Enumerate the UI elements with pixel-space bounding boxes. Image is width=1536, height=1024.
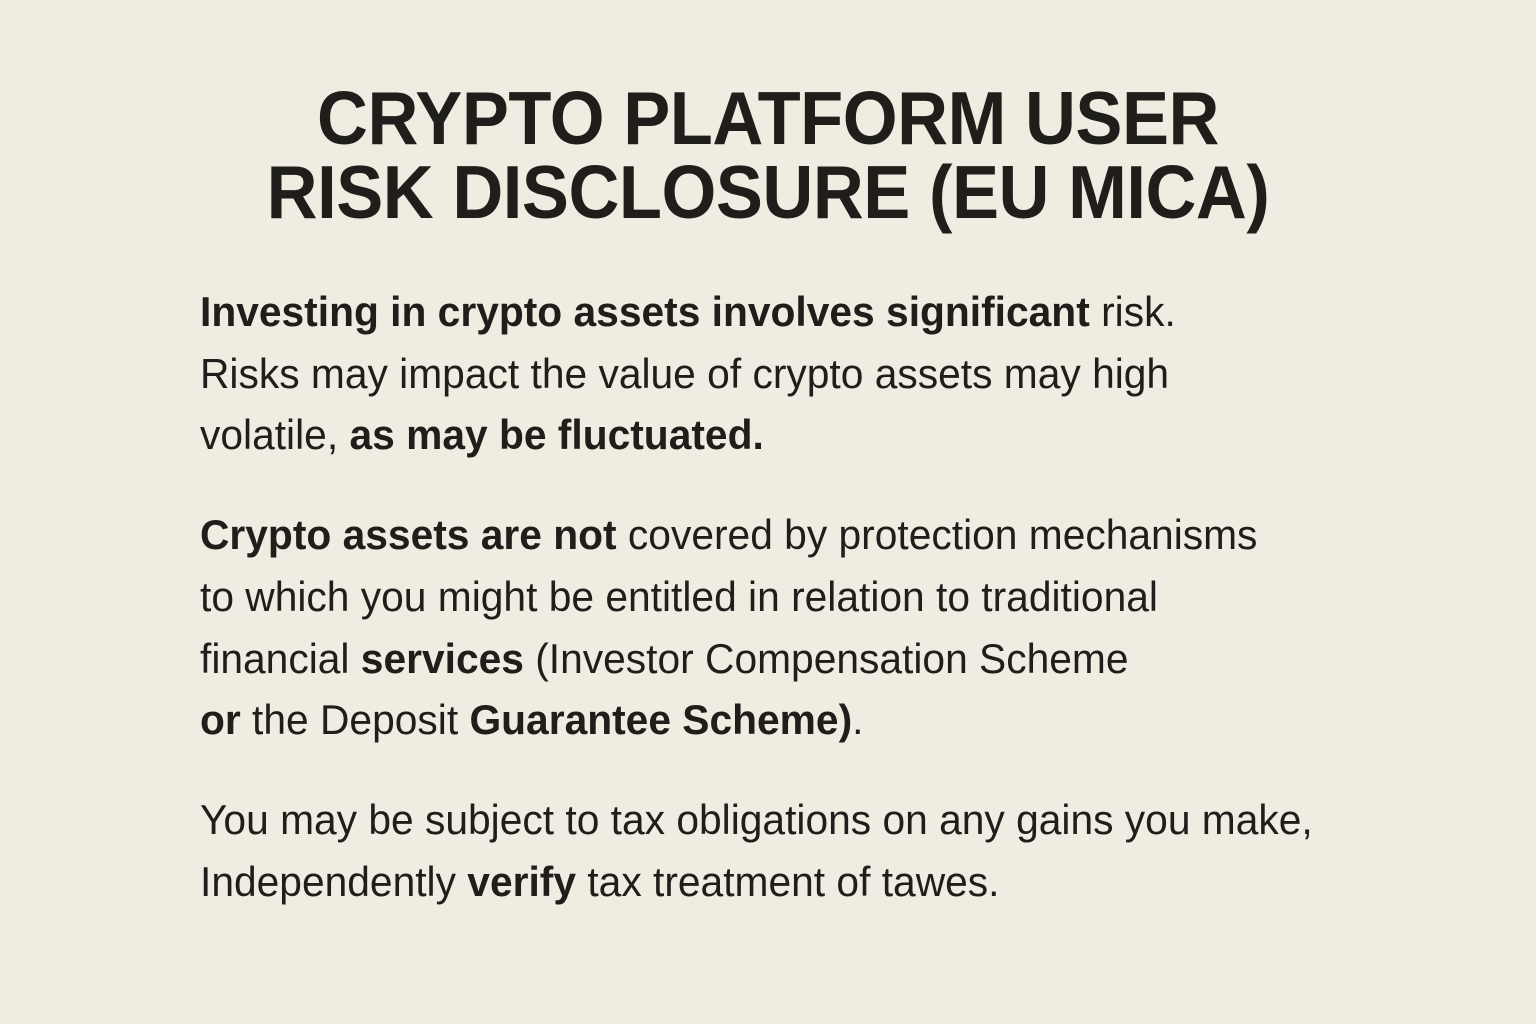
paragraph-line (200, 851, 1360, 913)
emphasis-text: verify (467, 857, 577, 905)
protection-paragraph (200, 504, 1360, 751)
paragraph-line (200, 789, 1360, 851)
paragraph-line (200, 504, 1360, 566)
paragraph-line (200, 628, 1360, 690)
body-text: Independently (200, 857, 468, 905)
emphasis-text: Crypto assets are not (200, 511, 617, 559)
paragraph-line (200, 689, 1360, 751)
body-text: volatile, (200, 411, 350, 459)
emphasis-text: or (200, 696, 241, 744)
body-text: financial (200, 634, 361, 682)
body-text: covered by protection mechanisms (616, 511, 1258, 559)
page-title-line-1: CRYPTO PLATFORM USER (317, 76, 1219, 160)
body-text: tax treatment of tawes. (576, 857, 1000, 905)
body-text: risk. (1089, 288, 1176, 335)
paragraph-line (200, 566, 1360, 628)
body-text: the Deposit (240, 696, 470, 744)
page-title-line-2: RISK DISCLOSURE (EU MICA) (266, 149, 1270, 234)
body-text: to which you might be entitled in relation to traditional (200, 572, 1158, 620)
risk-paragraph (200, 281, 1360, 466)
tax-paragraph (200, 789, 1360, 912)
paragraph-line (200, 343, 1360, 405)
emphasis-text: Guarantee Scheme) (469, 696, 853, 744)
emphasis-text: Investing in crypto assets involves significant (200, 288, 1090, 335)
paragraph-line (200, 281, 1360, 343)
page-title (140, 76, 1396, 234)
body-text: Risks may impact the value of crypto assets may high (200, 349, 1170, 397)
body-text: You may be subject to tax obligations on any gains you make, (200, 796, 1313, 844)
body-text: . (852, 696, 864, 744)
paragraph-line (200, 404, 1360, 466)
emphasis-text: services (360, 634, 524, 682)
emphasis-text: as may be fluctuated. (349, 411, 764, 459)
body-text: (Investor Compensation Scheme (523, 634, 1129, 682)
disclosure-body (100, 281, 1436, 913)
